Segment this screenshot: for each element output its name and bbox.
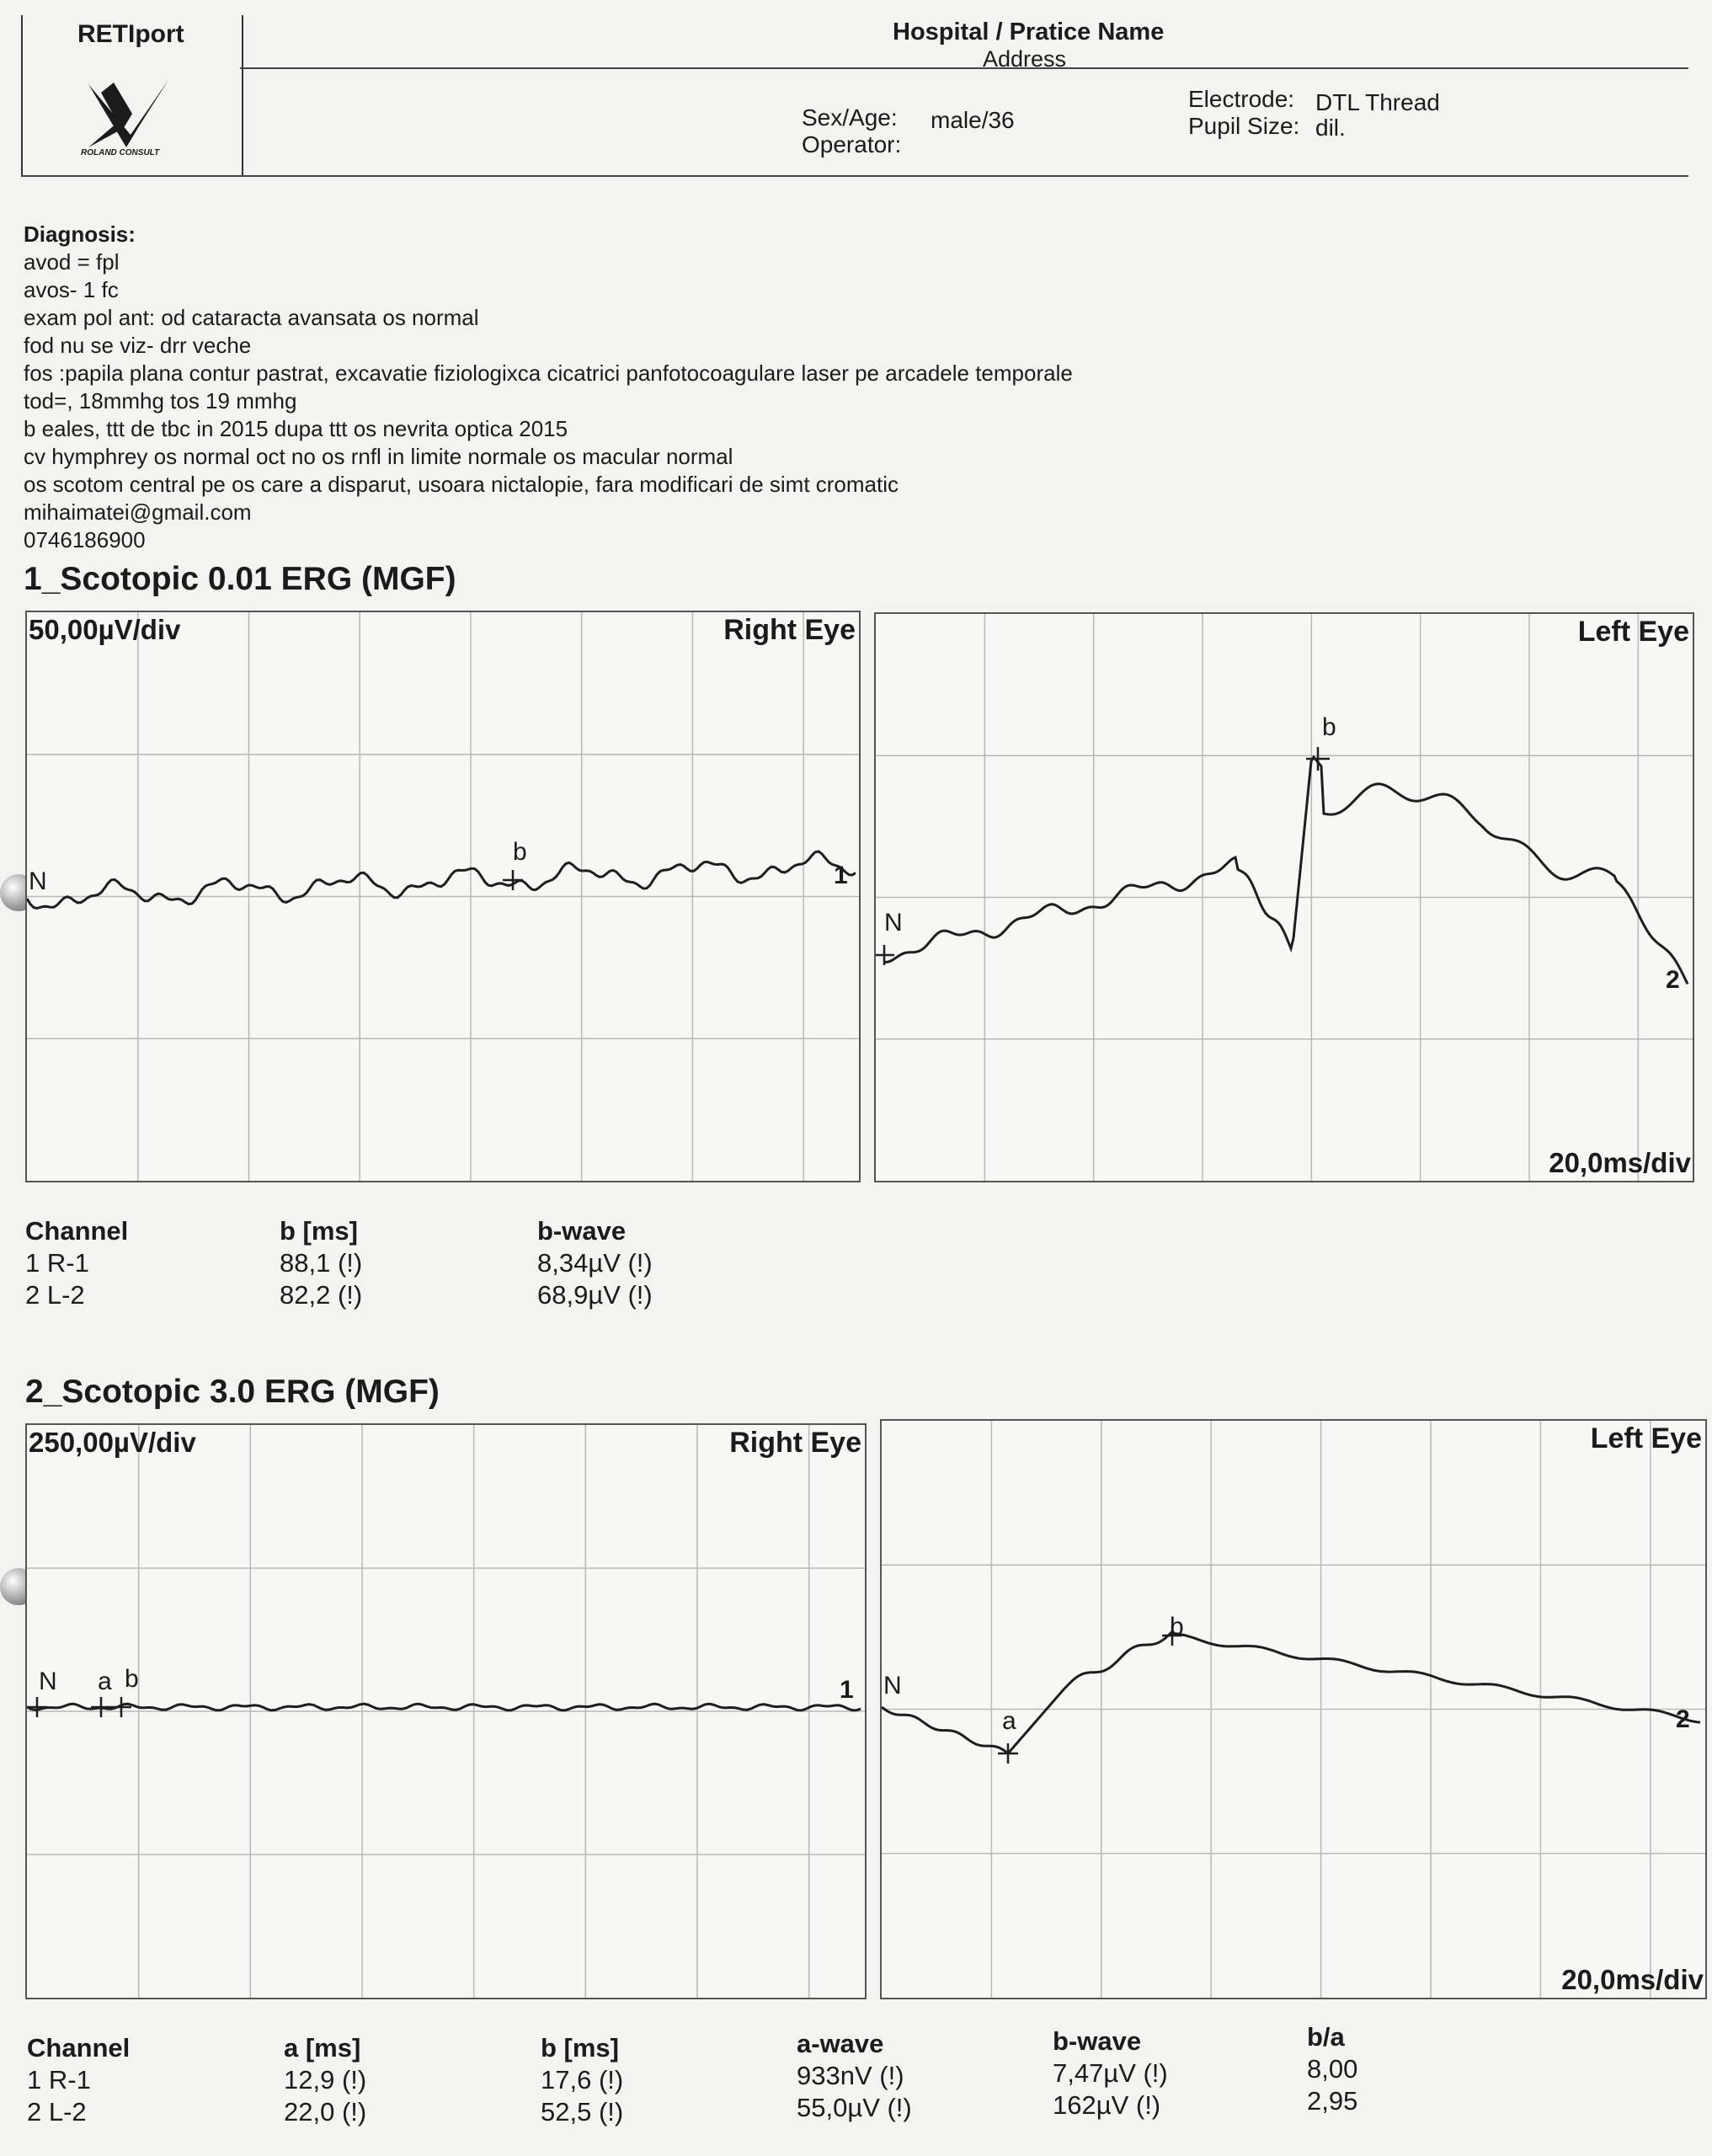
marker-a: a <box>98 1668 112 1695</box>
scale-y: 50,00µV/div <box>29 614 181 645</box>
table-cell-a-wave: 55,0µV (!) <box>797 2093 912 2122</box>
hospital-address: Address <box>983 46 1067 72</box>
marker-n: N <box>29 867 47 895</box>
diagnosis-line: avos- 1 fc <box>24 277 119 302</box>
col-header-channel: Channel <box>27 2033 131 2063</box>
section1-results-table-col <box>280 1215 362 1311</box>
marker-ticks <box>503 870 523 890</box>
marker-n: N <box>884 909 903 937</box>
marker-b: b <box>1322 713 1336 741</box>
col-header-b-ms: b [ms] <box>541 2033 619 2063</box>
left-eye-label: Left Eye <box>1590 1422 1702 1454</box>
left-eye-label: Left Eye <box>1577 616 1689 648</box>
section2-title: 2_Scotopic 3.0 ERG (MGF) <box>25 1374 440 1410</box>
table-cell-a-wave: 933nV (!) <box>797 2061 904 2090</box>
sex-age-label: Sex/Age: <box>802 104 898 131</box>
diagnosis-line: avod = fpl <box>24 249 120 275</box>
diagnosis-line: exam pol ant: od cataracta avansata os normal <box>24 305 479 330</box>
table-cell-b-a-ratio: 2,95 <box>1307 2086 1358 2116</box>
roland-consult-logo-icon <box>80 76 181 156</box>
marker-b: b <box>513 838 527 866</box>
table-cell-b-ms: 88,1 (!) <box>280 1248 363 1278</box>
erg-panel-right-eye-2 <box>25 1423 867 1999</box>
table-cell-b-ms: 52,5 (!) <box>541 2097 624 2127</box>
marker-b: b <box>1170 1613 1184 1641</box>
table-cell-b-wave: 68,9µV (!) <box>537 1280 653 1310</box>
col-header-a-wave: a-wave <box>797 2029 884 2058</box>
marker-ticks <box>998 1625 1182 1764</box>
table-cell-channel: 2 L-2 <box>25 1280 85 1310</box>
table-cell-b-wave: 162µV (!) <box>1053 2090 1161 2120</box>
pupil-size-value: dil. <box>1315 115 1346 141</box>
table-cell-a-ms: 22,0 (!) <box>284 2097 367 2127</box>
channel-2-label: 2 <box>1666 966 1680 994</box>
erg-panel-left-eye-1 <box>874 612 1694 1182</box>
marker-n: N <box>883 1672 902 1700</box>
diagnosis-line: tod=, 18mmhg tos 19 mmhg <box>24 388 297 414</box>
section2-results-table <box>27 2032 130 2128</box>
erg-panel-left-eye-2 <box>880 1419 1707 1999</box>
header-divider <box>240 67 1688 69</box>
scale-x: 20,0ms/div <box>1549 1147 1691 1178</box>
erg-trace-plot <box>27 1425 865 1998</box>
erg-panel-right-eye-1 <box>25 611 861 1182</box>
table-cell-b-ms: 17,6 (!) <box>541 2065 624 2095</box>
col-header-b-ms: b [ms] <box>280 1216 358 1246</box>
diagnosis-line: b eales, ttt de tbc in 2015 dupa ttt os nevrita optica 2015 <box>24 416 568 441</box>
table-cell-channel: 1 R-1 <box>27 2065 91 2095</box>
diagnosis-block <box>24 221 1073 554</box>
table-cell-b-ms: 82,2 (!) <box>280 1280 363 1310</box>
col-header-channel: Channel <box>25 1216 129 1246</box>
section2-results-table-col <box>284 2032 366 2128</box>
col-header-b-wave: b-wave <box>1053 2026 1142 2056</box>
sex-age-value: male/36 <box>931 107 1015 133</box>
section2-results-table-col <box>1307 2021 1357 2117</box>
table-cell-b-wave: 7,47µV (!) <box>1053 2058 1168 2088</box>
diagnosis-line: os scotom central pe os care a disparut, usoara nictalopie, fara modificari de simt cromatic <box>24 472 899 497</box>
channel-1-label: 1 <box>834 862 848 889</box>
section1-results-table <box>25 1215 128 1311</box>
marker-ticks <box>876 747 1330 965</box>
section1-results-table-col <box>537 1215 653 1311</box>
table-cell-channel: 2 L-2 <box>27 2097 87 2127</box>
pupil-size-label: Pupil Size: <box>1188 113 1300 139</box>
right-eye-label: Right Eye <box>729 1427 861 1459</box>
electrode-label: Electrode: <box>1188 86 1295 112</box>
marker-b: b <box>125 1665 139 1693</box>
diagnosis-title: Diagnosis: <box>24 221 136 247</box>
col-header-b-wave: b-wave <box>537 1216 627 1246</box>
header-bottom-rule <box>21 175 1688 177</box>
scale-y: 250,00µV/div <box>29 1427 196 1458</box>
marker-ticks <box>27 1697 131 1717</box>
diagnosis-line: fod nu se viz- drr veche <box>24 333 252 358</box>
table-cell-b-a-ratio: 8,00 <box>1307 2054 1358 2084</box>
section2-results-table-col <box>541 2032 623 2128</box>
channel-1-label: 1 <box>840 1676 854 1704</box>
erg-trace-plot <box>27 612 859 1181</box>
marker-a: a <box>1002 1707 1016 1735</box>
erg-trace-left-eye <box>884 757 1688 984</box>
diagnosis-line: 0746186900 <box>24 527 146 552</box>
section1-title: 1_Scotopic 0.01 ERG (MGF) <box>24 561 456 597</box>
erg-trace-plot <box>876 614 1693 1181</box>
diagnosis-line: cv hymphrey os normal oct no os rnfl in limite normale os macular normal <box>24 444 733 469</box>
channel-2-label: 2 <box>1676 1705 1690 1733</box>
table-cell-a-ms: 12,9 (!) <box>284 2065 367 2095</box>
logo-subtitle: ROLAND CONSULT <box>81 148 160 157</box>
erg-trace-right-eye <box>27 851 856 909</box>
section2-results-table-col <box>1053 2025 1168 2121</box>
erg-trace-right-eye <box>27 1704 861 1710</box>
right-eye-label: Right Eye <box>723 614 856 646</box>
table-cell-b-wave: 8,34µV (!) <box>537 1248 653 1278</box>
hospital-name: Hospital / Pratice Name <box>893 19 1165 45</box>
operator-label: Operator: <box>802 131 902 157</box>
section2-results-table-col <box>797 2028 912 2124</box>
table-cell-channel: 1 R-1 <box>25 1248 89 1278</box>
diagnosis-line: fos :papila plana contur pastrat, excavatie fiziologixca cicatrici panfotocoagulare laser pe arcadele temporale <box>24 360 1073 386</box>
diagnosis-line: mihaimatei@gmail.com <box>24 499 252 525</box>
logo-name: RETIport <box>77 20 184 48</box>
electrode-value: DTL Thread <box>1315 89 1440 115</box>
col-header-b-a-ratio: b/a <box>1307 2022 1345 2052</box>
scale-x: 20,0ms/div <box>1561 1964 1704 1995</box>
marker-n: N <box>39 1668 57 1695</box>
col-header-a-ms: a [ms] <box>284 2033 361 2063</box>
